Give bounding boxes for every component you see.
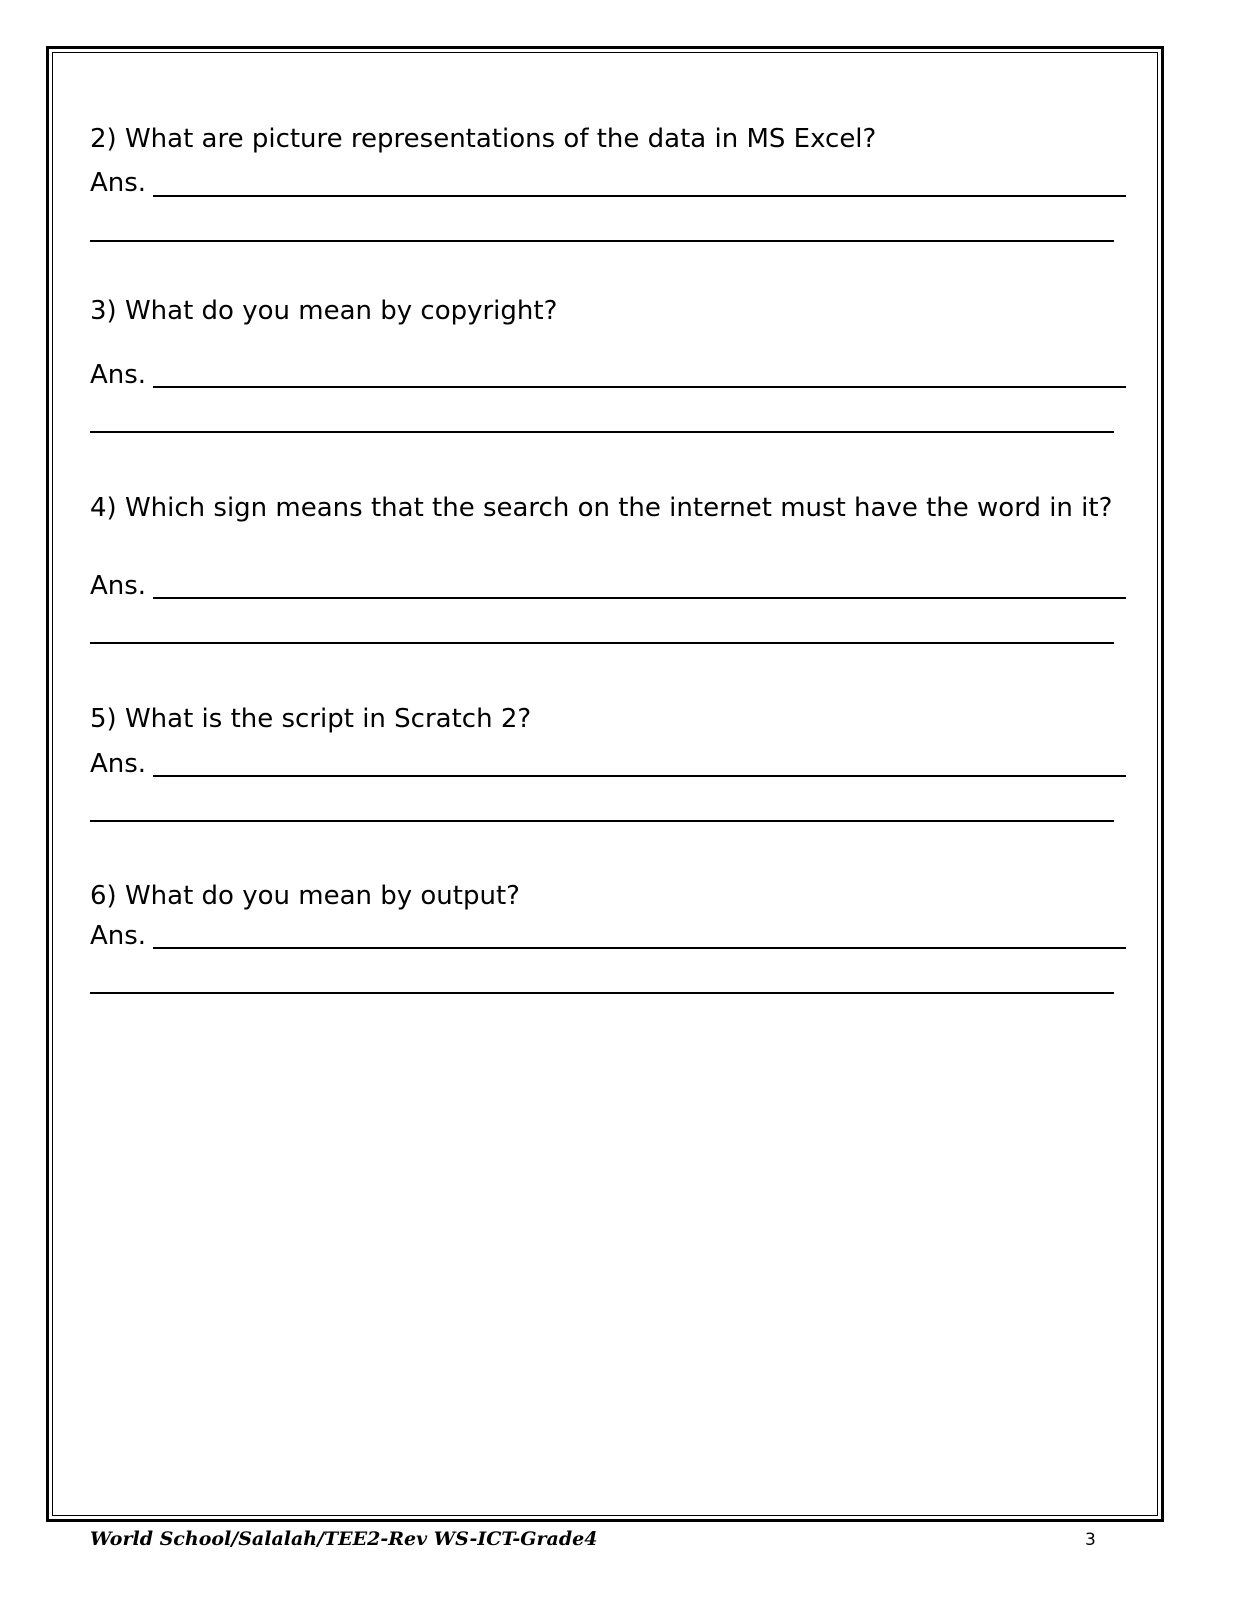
page-border-inner [52, 52, 1158, 1516]
answer-label: Ans. [90, 749, 147, 779]
answer-line[interactable] [90, 992, 1114, 994]
answer-line[interactable] [153, 195, 1126, 197]
question-text: 6) What do you mean by output? [90, 881, 520, 911]
answer-line[interactable] [90, 240, 1114, 242]
question-text: 5) What is the script in Scratch 2? [90, 704, 532, 734]
answer-label: Ans. [90, 168, 147, 198]
answer-line[interactable] [153, 775, 1126, 777]
answer-line[interactable] [90, 431, 1114, 433]
answer-label: Ans. [90, 921, 147, 951]
answer-label: Ans. [90, 571, 147, 601]
answer-line[interactable] [90, 820, 1114, 822]
question-text: 2) What are picture representations of the data in MS Excel? [90, 124, 877, 154]
question-text: 4) Which sign means that the search on the internet must have the word in it? [90, 493, 1113, 523]
page-number: 3 [1085, 1530, 1096, 1550]
answer-label: Ans. [90, 360, 147, 390]
question-text: 3) What do you mean by copyright? [90, 296, 558, 326]
answer-line[interactable] [153, 597, 1126, 599]
answer-line[interactable] [90, 642, 1114, 644]
answer-line[interactable] [153, 386, 1126, 388]
footer-text: World School/Salalah/TEE2-Rev WS-ICT-Grade4 [90, 1528, 598, 1550]
answer-line[interactable] [153, 947, 1126, 949]
